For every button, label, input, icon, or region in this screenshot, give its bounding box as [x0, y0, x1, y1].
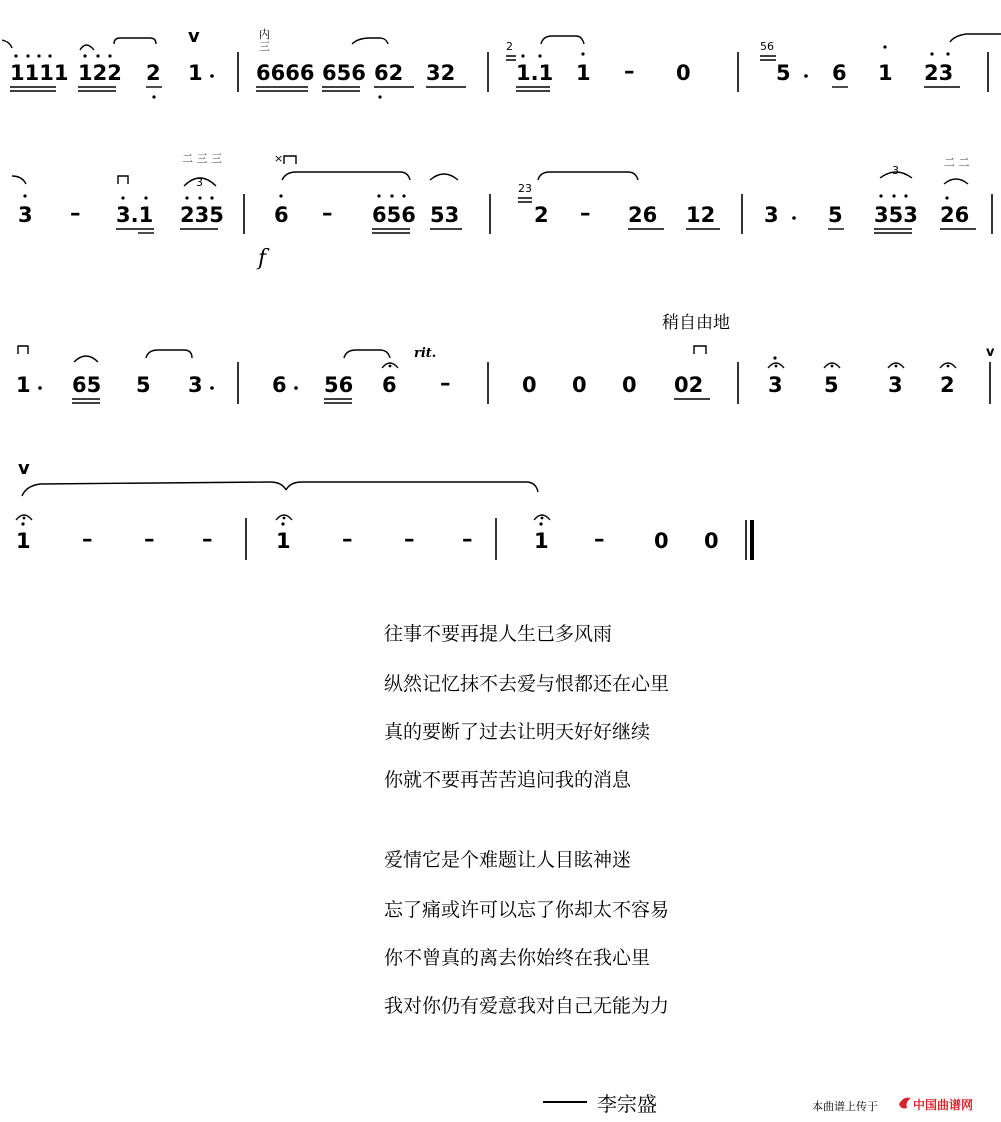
- note: 2: [146, 61, 161, 85]
- note: 1: [16, 373, 31, 397]
- dynamic-forte: f: [258, 246, 267, 271]
- note: 3: [18, 203, 33, 227]
- triplet-mark: 3: [892, 164, 899, 177]
- triplet-mark: 3: [196, 176, 203, 189]
- lyric-line: 你就不要再苦苦追问我的消息: [384, 769, 632, 791]
- note: 1: [16, 529, 31, 553]
- fingering-san: 三: [259, 40, 270, 53]
- note-group: 56: [324, 373, 354, 397]
- site-logo: [897, 1094, 997, 1114]
- svg-text:二 三 三: 二 三 三: [182, 152, 222, 165]
- svg-text:–: –: [594, 527, 605, 551]
- rest: 0: [704, 529, 719, 553]
- note: 1: [878, 61, 893, 85]
- lyric-line: 往事不要再提人生已多风雨: [384, 623, 613, 645]
- lyric-line: 忘了痛或许可以忘了你却太不容易: [384, 899, 670, 921]
- note-group: 656: [322, 61, 366, 85]
- composer-dash: [543, 1101, 587, 1103]
- note-group: 32: [426, 61, 456, 85]
- note: 1: [534, 529, 549, 553]
- upload-note: 本曲谱上传于: [812, 1100, 878, 1113]
- svg-text:–: –: [462, 527, 473, 551]
- score-row-3: [16, 345, 995, 404]
- score-row-4: [16, 458, 752, 560]
- svg-text:–: –: [624, 59, 635, 83]
- note: 3: [764, 203, 779, 227]
- svg-text:–: –: [440, 371, 451, 395]
- lyric-line: 爱情它是个难题让人目眩神迷: [384, 849, 632, 871]
- rest: 0: [654, 529, 669, 553]
- note: 6: [832, 61, 847, 85]
- note: 1: [276, 529, 291, 553]
- composer-name: 李宗盛: [597, 1092, 657, 1116]
- note: 1: [576, 61, 591, 85]
- lyric-line: 真的要断了过去让明天好好继续: [384, 721, 651, 743]
- svg-text:–: –: [70, 201, 81, 225]
- svg-text:–: –: [580, 201, 591, 225]
- note: 1: [188, 61, 203, 85]
- svg-text:–: –: [202, 527, 213, 551]
- note-group: 235: [180, 203, 224, 227]
- rest: 0: [676, 61, 691, 85]
- note: 5: [824, 373, 839, 397]
- score-row-1: [2, 26, 1001, 99]
- note: 2: [940, 373, 955, 397]
- grace-note: 23: [518, 182, 532, 195]
- note: 6: [382, 373, 397, 397]
- note-group: 3.1: [116, 203, 154, 227]
- note: 5: [776, 61, 791, 85]
- tempo-marking: 稍自由地: [662, 313, 730, 333]
- score-row-2: [12, 152, 992, 234]
- note-group: 122: [78, 61, 122, 85]
- note-group: 26: [628, 203, 658, 227]
- breath-mark: v: [18, 458, 30, 479]
- lyric-line: 你不曾真的离去你始终在我心里: [384, 947, 651, 969]
- note: 1.1: [516, 61, 554, 85]
- note-group: 353: [874, 203, 918, 227]
- rest: 0: [622, 373, 637, 397]
- svg-text:二 二: 二 二: [944, 156, 970, 169]
- note-group: 1111: [10, 61, 69, 85]
- note: 6: [272, 373, 287, 397]
- site-name: 中国曲谱网: [913, 1098, 974, 1112]
- note-group: 62: [374, 61, 404, 85]
- svg-text:–: –: [144, 527, 155, 551]
- note-group: 02: [674, 373, 704, 397]
- fingering-nei: 内: [259, 28, 270, 41]
- note: 6: [274, 203, 289, 227]
- bowing-mark: ×: [274, 152, 284, 165]
- note-group: 65: [72, 373, 102, 397]
- note: 3: [188, 373, 203, 397]
- note: 5: [828, 203, 843, 227]
- note: 5: [136, 373, 151, 397]
- note-group: 12: [686, 203, 716, 227]
- note: 2: [534, 203, 549, 227]
- note-group: 656: [372, 203, 416, 227]
- svg-text:–: –: [404, 527, 415, 551]
- note: 3: [768, 373, 783, 397]
- svg-text:–: –: [342, 527, 353, 551]
- svg-text:–: –: [322, 201, 333, 225]
- rest: 0: [522, 373, 537, 397]
- note-group: 23: [924, 61, 954, 85]
- note: 3: [888, 373, 903, 397]
- grace-note: 56: [760, 40, 774, 53]
- lyric-line: 纵然记忆抹不去爱与恨都还在心里: [384, 673, 670, 695]
- lyric-line: 我对你仍有爱意我对自己无能为力: [384, 995, 670, 1017]
- svg-text:–: –: [82, 527, 93, 551]
- note-group: 53: [430, 203, 460, 227]
- rit-marking: rit.: [414, 346, 437, 361]
- breath-mark: v: [986, 345, 995, 360]
- breath-mark: v: [188, 26, 200, 47]
- rest: 0: [572, 373, 587, 397]
- note-group: 6666: [256, 61, 315, 85]
- grace-note: 2: [506, 40, 513, 53]
- note-group: 26: [940, 203, 970, 227]
- logo-swoosh-icon: [899, 1098, 911, 1109]
